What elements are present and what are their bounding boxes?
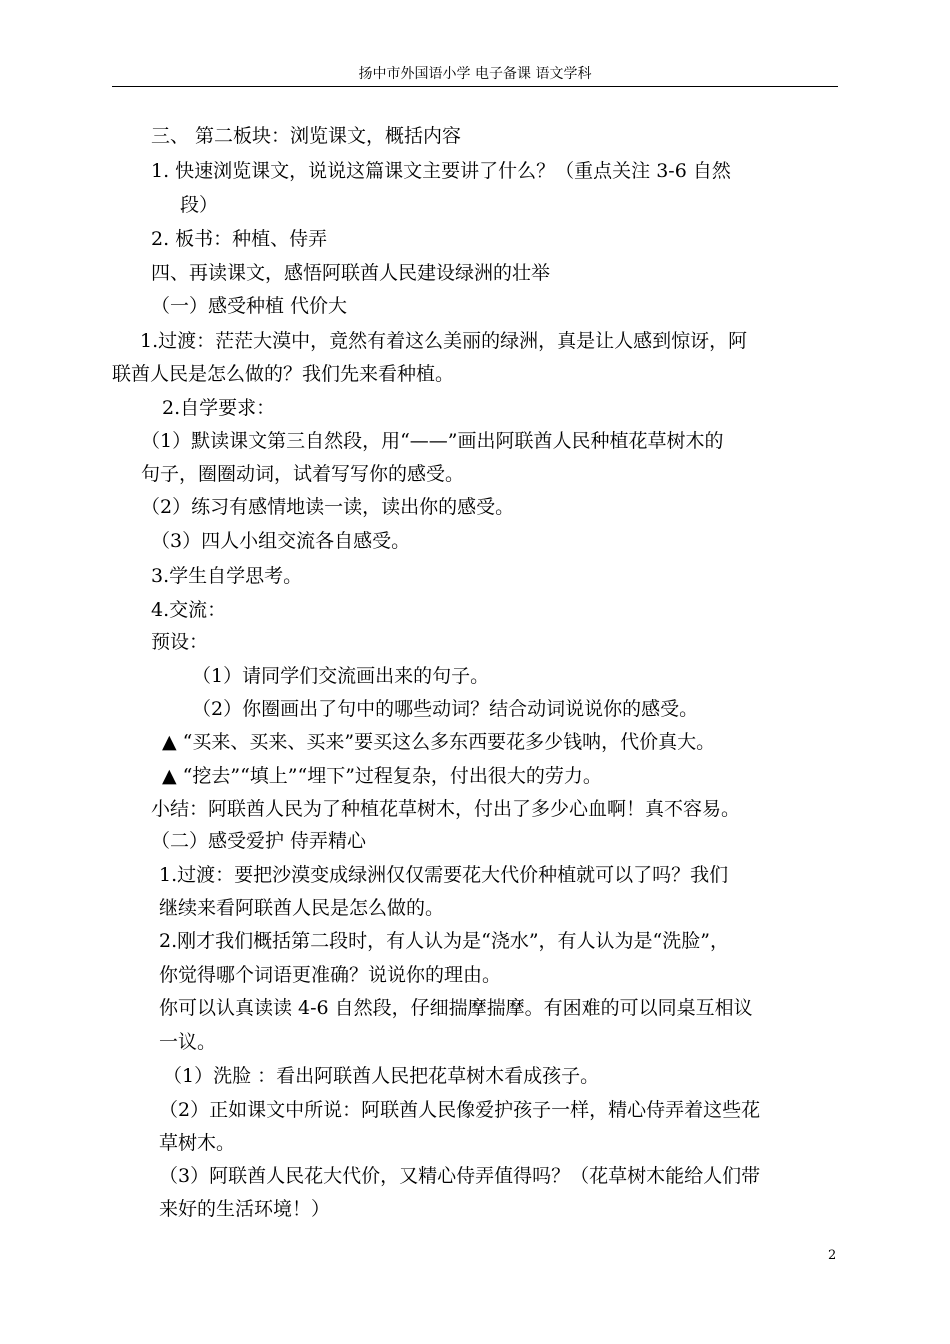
text-line: 4.交流： — [151, 599, 227, 621]
text-line: 2. 板书：种植、侍弄 — [151, 228, 328, 250]
section-heading: 三、 第二板块：浏览课文，概括内容 — [151, 125, 462, 147]
text-line: 联酋人民是怎么做的？我们先来看种植。 — [112, 363, 455, 385]
text-line: 你觉得哪个词语更准确？说说你的理由。 — [159, 964, 502, 986]
text-line: （3）阿联酋人民花大代价，又精心侍弄值得吗？（花草树木能给人们带 — [159, 1165, 761, 1187]
text-line: （1）默读课文第三自然段，用“——”画出阿联酋人民种植花草树木的 — [141, 430, 724, 452]
page-number: 2 — [828, 1248, 837, 1263]
text-line: 草树木。 — [159, 1132, 236, 1154]
text-line: 1.过渡：茫茫大漠中，竟然有着这么美丽的绿洲，真是让人感到惊讶，阿 — [140, 330, 748, 352]
text-line: 2.自学要求： — [162, 397, 276, 419]
text-line: （2）练习有感情地读一读，读出你的感受。 — [141, 496, 515, 518]
text-line: 句子，圈圈动词，试着写写你的感受。 — [141, 463, 465, 485]
section-heading: 四、再读课文，感悟阿联酋人民建设绿洲的壮举 — [151, 262, 551, 284]
bullet-line: ▲ “买来、买来、买来”要买这么多东西要花多少钱呐，代价真大。 — [162, 731, 716, 753]
text-line: 小结：阿联酋人民为了种植花草树木，付出了多少心血啊！真不容易。 — [151, 798, 741, 820]
text-line: （2）你圈画出了句中的哪些动词？结合动词说说你的感受。 — [192, 698, 699, 720]
text-line: （2）正如课文中所说：阿联酋人民像爱护孩子一样，精心侍弄着这些花 — [159, 1099, 761, 1121]
text-line: 你可以认真读读 4-6 自然段，仔细揣摩揣摩。有困难的可以同桌互相议 — [159, 997, 753, 1019]
subsection-heading: （一）感受种植 代价大 — [151, 295, 348, 317]
text-line: 1. 快速浏览课文，说说这篇课文主要讲了什么？（重点关注 3-6 自然 — [151, 160, 731, 182]
text-line: 来好的生活环境！） — [159, 1198, 331, 1220]
subsection-heading: （二）感受爱护 侍弄精心 — [151, 830, 367, 852]
text-line: 继续来看阿联酋人民是怎么做的。 — [159, 897, 445, 919]
text-line: 一议。 — [159, 1031, 217, 1053]
text-line: （1）洗脸 ：看出阿联酋人民把花草树木看成孩子。 — [163, 1065, 600, 1087]
text-line: （3）四人小组交流各自感受。 — [151, 530, 411, 552]
text-line: 3.学生自学思考。 — [151, 565, 303, 587]
text-line: 预设： — [151, 631, 209, 653]
text-line: 段） — [180, 194, 219, 216]
text-line: 1.过渡：要把沙漠变成绿洲仅仅需要花大代价种植就可以了吗？我们 — [159, 864, 729, 886]
page-header: 扬中市外国语小学 电子备课 语文学科 — [112, 64, 838, 87]
text-line: 2.刚才我们概括第二段时，有人认为是“浇水”，有人认为是“洗脸”， — [159, 930, 729, 952]
text-line: （1）请同学们交流画出来的句子。 — [192, 665, 490, 687]
bullet-line: ▲ “挖去”“填上”“埋下”过程复杂，付出很大的劳力。 — [162, 765, 602, 787]
